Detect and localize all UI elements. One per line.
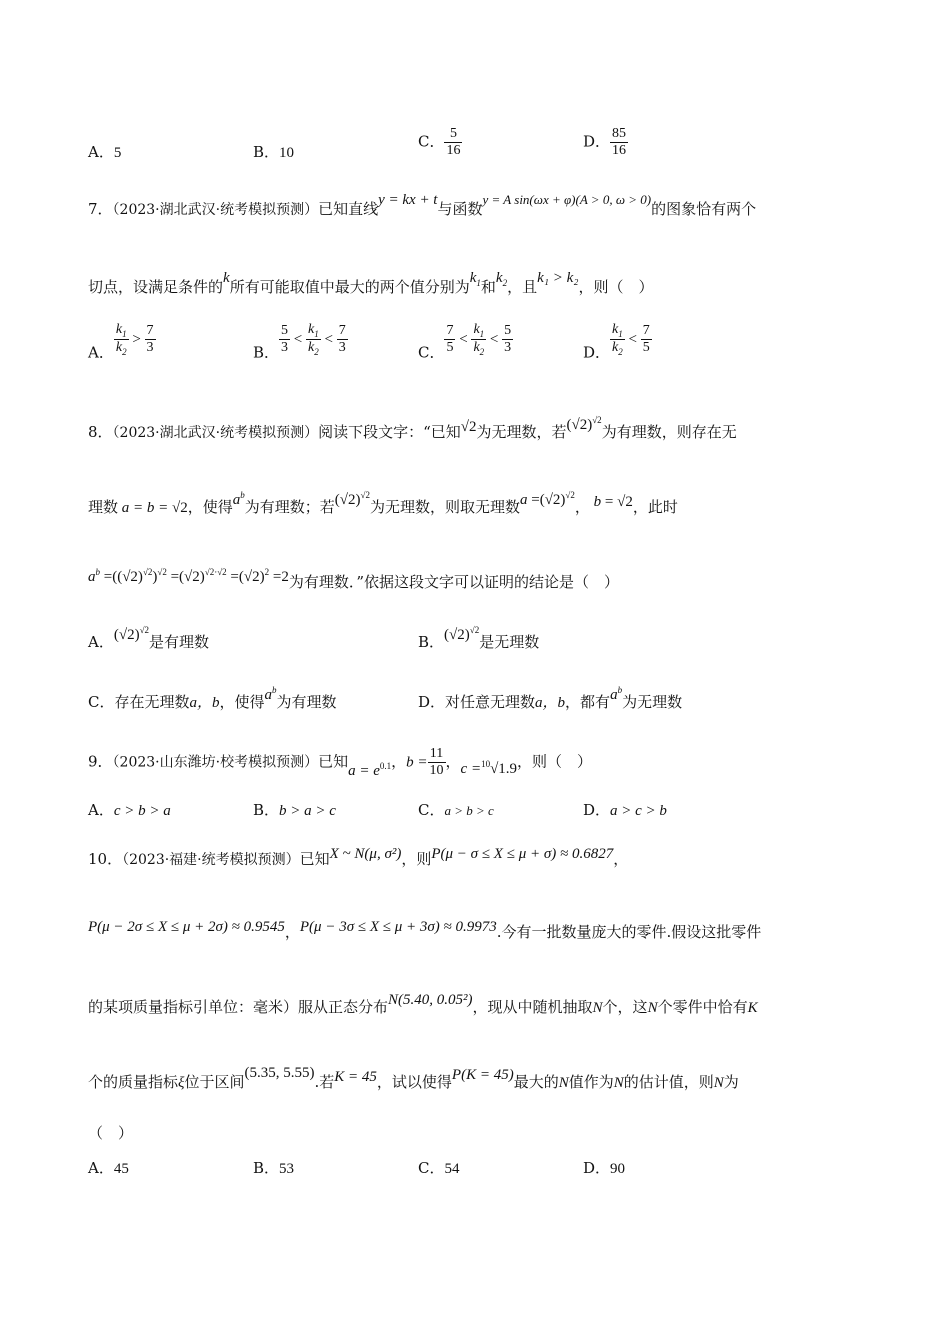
denominator: 3 [281,340,289,356]
option-label: A． [88,343,114,362]
option-label: D． [583,343,611,362]
math-expr: P(K = 45) [451,1067,514,1083]
stem-text: 已知 [299,850,330,868]
option-label: B． [253,343,280,362]
option-text: a > b > c [444,803,494,818]
radicand: 1.9 [498,760,518,777]
option-label: D． [583,801,611,819]
numerator: 11 [428,746,446,763]
q8-option-d [418,685,683,712]
q8-stem-line2: 理数 a = b = √2，使得$a^b$为有理数；若$(√2)^{√2}$为无理数，则取无理数$a =(√2)^{√2}$， b = √2，此时 [88,490,678,516]
q9-option-b [253,799,336,820]
math-expr: P(μ − σ ≤ X ≤ μ + σ) ≈ 0.6827 [431,846,614,862]
math-a-pow-b: $a^b$ [232,490,245,508]
math-expr: (5.35, 5.55) [244,1065,315,1081]
math-var: N [713,1075,724,1091]
question-number: 10． [88,850,123,868]
option-label: B． [253,1159,280,1177]
numerator: 5 [279,323,290,340]
stem-text: 为有理数，则存在无 [601,423,737,441]
math-expr: N(5.40, 0.05²) [388,992,473,1008]
q10-stem-line2: P(μ − 2σ ≤ X ≤ μ + 2σ) ≈ 0.9545，P(μ − 3σ ≤ X ≤ μ + 3σ) ≈ 0.9973.今有一批数量庞大的零件.假设这批零件 [88,919,762,941]
fraction-k1-k2: $\frac{k_1}{k_2}$ [612,322,623,357]
fraction [337,323,348,356]
q6-option-d [583,126,628,159]
question-source: （2023·福建·统考模拟预测） [122,852,300,868]
q7-option-a: A． $\frac{k_1}{k_2}$ > $\frac{7}{3}$ [88,322,154,362]
q8-option-b [418,625,540,652]
denominator: 3 [504,340,512,356]
option-text: ，都有 [565,693,611,711]
math-expr: k₁ > k₂ [537,270,579,286]
option-label: A． [88,143,114,161]
q9-option-d [583,799,667,820]
stem-text: 理数 [88,498,119,516]
math-k1: $k_1$ [469,270,481,288]
fraction-k1-k2: $\frac{k_1}{k_2}$ [473,322,485,357]
answer-paren: （ ） [88,1124,134,1142]
stem-text: .若 [314,1073,335,1091]
math-b-def: b = √2 [589,494,633,510]
stem-text: 切点，设满足条件的 [88,278,224,296]
numerator: 7 [337,323,348,340]
option-value: 5 [113,145,122,161]
q6-option-a [88,141,121,162]
q8-option-c [88,685,337,712]
stem-text: 的估计值，则 [623,1073,714,1091]
stem-text: 最大的 [513,1073,559,1091]
q7-option-b: B． $\frac{5}{3}$ < $\frac{k_1}{k_2}$ < $\frac{7}{3}$ [253,322,346,362]
stem-text: 的图象恰有两个 [651,200,757,218]
option-value: 90 [610,1161,626,1177]
fraction [279,323,290,356]
fraction [444,323,455,356]
stem-text: 为有理数；若 [244,498,335,516]
stem-text: ，则（ ） [578,278,654,296]
math-expr: P(μ − 2σ ≤ X ≤ μ + 2σ) ≈ 0.9545 [88,919,285,935]
q8-option-a [88,625,210,652]
stem-text: 阅读下段文字：“已知 [318,423,461,441]
q7-stem-line1 [88,192,757,219]
math-sqrt2-pow-sqrt2: $(√2)^{√2}$ [113,625,150,643]
math-a-pow-b: $a^b$ [264,685,277,703]
q6-option-b [253,141,294,162]
option-label: B． [253,801,280,819]
math-k2: $k_2$ [495,270,508,288]
option-label: D． [583,1159,611,1177]
math-var: ξ [178,1075,185,1091]
q10-option-c [418,1157,459,1178]
math-expr: c = [460,760,482,777]
math-sqrt2: √2 [460,419,477,435]
stem-text: ，此时 [632,498,678,516]
math-var: N [558,1075,569,1091]
option-label: C． [418,132,445,151]
math-var: N [592,1000,603,1016]
q9-option-a [88,799,171,820]
option-label: C． [418,343,445,362]
option-text: 为无理数 [622,693,683,711]
root-index: 10 [481,758,491,769]
stem-text: 为有理数．”依据这段文字可以证明的结论是（ ） [288,573,619,591]
q8-stem-line3 [88,567,619,592]
q8-stem-line1 [88,415,737,442]
stem-text: 为 [723,1073,739,1091]
option-label: A． [88,633,114,651]
math-a-def [348,760,392,779]
q7-option-d: D． $\frac{k_1}{k_2}$ < $\frac{7}{5}$ [583,322,650,362]
stem-text: ，则 [401,850,432,868]
stem-text: 值作为 [568,1073,614,1091]
math-expr: P(μ − 3σ ≤ X ≤ μ + 3σ) ≈ 0.9973 [299,919,497,935]
q10-answer-paren [88,1122,133,1143]
fraction [428,746,446,779]
option-label: A． [88,1159,114,1177]
option-text: D．对任意无理数 [418,693,536,711]
option-label: B． [253,143,280,161]
math-expr: y = A sin(ωx + φ)(A > 0, ω > 0) [482,192,652,207]
math-sqrt2-pow-sqrt2: $(√2)^{√2}$ [566,415,602,433]
stem-text: ，使得 [187,498,233,516]
stem-text: ，现从中随机抽取 [472,998,593,1016]
question-source: （2023·湖北武汉·统考模拟预测） [112,425,319,441]
math-a-pow-b: $a^b$ [610,685,623,703]
math-var: N [647,1000,658,1016]
math-root: $^{10}$√1.9 [481,758,518,777]
option-text: c > b > a [113,803,171,819]
question-number: 7． [88,200,113,218]
q10-option-d [583,1157,625,1178]
q10-option-a [88,1157,129,1178]
option-value: 45 [113,1161,129,1177]
denominator: 10 [429,763,444,779]
option-text: ，使得 [219,693,265,711]
numerator: 85 [610,126,628,143]
stem-text: 位于区间 [184,1073,245,1091]
q6-option-c [418,126,462,159]
fraction-k1-k2: $\frac{k_1}{k_2}$ [308,322,319,357]
denominator: 5 [642,340,650,356]
q10-stem-line4 [88,1065,739,1092]
math-expr: y = kx + t [378,192,438,208]
math-ab-eq: a = b = √2 [118,500,188,516]
denominator: 3 [146,340,154,356]
fraction [502,323,513,356]
option-text: a > c > b [610,803,667,819]
option-value: 10 [279,145,295,161]
math-expr: K = 45 [334,1069,377,1085]
q9-option-c [418,799,494,820]
math-var: k [223,270,230,286]
stem-text: 已知 [318,752,349,771]
math-expr: a = e [348,762,380,779]
fraction [145,323,156,356]
question-source: （2023·湖北武汉·统考模拟预测） [112,202,319,218]
stem-text: 的某项质量指标引单位：毫米）服从正态分布 [88,998,389,1016]
question-source: （2023·山东潍坊·校考模拟预测） [112,754,319,771]
option-label: D． [583,132,611,151]
option-text: 是无理数 [479,633,540,651]
numerator: 5 [444,126,462,143]
q7-option-c: C． $\frac{7}{5}$ < $\frac{k_1}{k_2}$ < $\frac{5}{3}$ [418,322,512,362]
option-text: 是有理数 [149,633,210,651]
math-derivation: $a^b =((√2)^{√2})^{√2} =(√2)^{√2\cdot√2} =(√2)^2 =2$ [88,567,289,585]
stem-text: 所有可能取值中最大的两个值分别为 [229,278,470,296]
numerator: 7 [444,323,455,340]
math-var: K [747,1000,758,1016]
stem-text: ，且 [507,278,538,296]
stem-text: 个零件中恰有 [657,998,748,1016]
stem-text: 为无理数，若 [476,423,567,441]
math-var: k [469,270,477,286]
fraction [641,323,652,356]
math-var: N [613,1075,624,1091]
stem-text: 个的质量指标 [88,1073,179,1091]
denominator: 5 [446,340,454,356]
fraction-k1-k2: $\frac{k_1}{k_2}$ [115,322,127,357]
fraction [444,126,462,159]
q10-option-b [253,1157,294,1178]
math-sqrt2-pow-sqrt2: $(√2)^{√2}$ [334,490,370,508]
math-exponent: 0.1 [379,760,392,771]
numerator: 7 [641,323,652,340]
q9-stem: 9．（2023·山东潍坊·校考模拟预测）已知$a = e^{0.1}$，b = $\frac{11}{10}$ ，c =$^{10}$√1.9，则（ ） [88,746,593,779]
option-text: 为有理数 [276,693,337,711]
option-label: C． [418,801,445,819]
math-var: k [495,270,503,286]
denominator: 16 [612,143,627,159]
numerator: 5 [502,323,513,340]
option-text: C．存在无理数 [88,693,190,711]
math-var: a，b [189,695,220,711]
denominator: 3 [338,340,346,356]
fraction [610,126,628,159]
q10-stem-line1: 10．（2023·福建·统考模拟预测）已知X ~ N(μ, σ²)，则P(μ − σ ≤ X ≤ μ + σ) ≈ 0.6827， [88,846,629,868]
denominator: 16 [446,143,461,159]
q7-stem-line2 [88,270,654,298]
math-sqrt2-pow-sqrt2: $(√2)^{√2}$ [444,625,480,643]
question-number: 9． [88,752,113,771]
stem-text: .今有一批数量庞大的零件.假设这批零件 [496,923,762,941]
option-label: C． [418,1159,445,1177]
math-a-def: $a =(√2)^{√2}$ [519,490,575,508]
stem-text: 为无理数，则取无理数 [369,498,520,516]
option-label: B． [418,633,445,651]
math-expr: X ~ N(μ, σ²) [329,846,402,862]
stem-text: ，试以使得 [376,1073,452,1091]
stem-text: 与函数 [437,200,483,218]
stem-text: 个，这 [602,998,648,1016]
stem-text: ，则（ ） [517,752,593,771]
option-value: 54 [444,1161,460,1177]
q10-stem-line3 [88,992,758,1017]
math-expr: b = [406,754,428,771]
question-number: 8． [88,423,113,441]
stem-text: 和 [480,278,496,296]
option-label: A． [88,801,114,819]
numerator: 7 [145,323,156,340]
stem-text: 已知直线 [318,200,379,218]
math-var: a，b [535,695,566,711]
option-text: b > a > c [279,803,336,819]
option-value: 53 [279,1161,295,1177]
